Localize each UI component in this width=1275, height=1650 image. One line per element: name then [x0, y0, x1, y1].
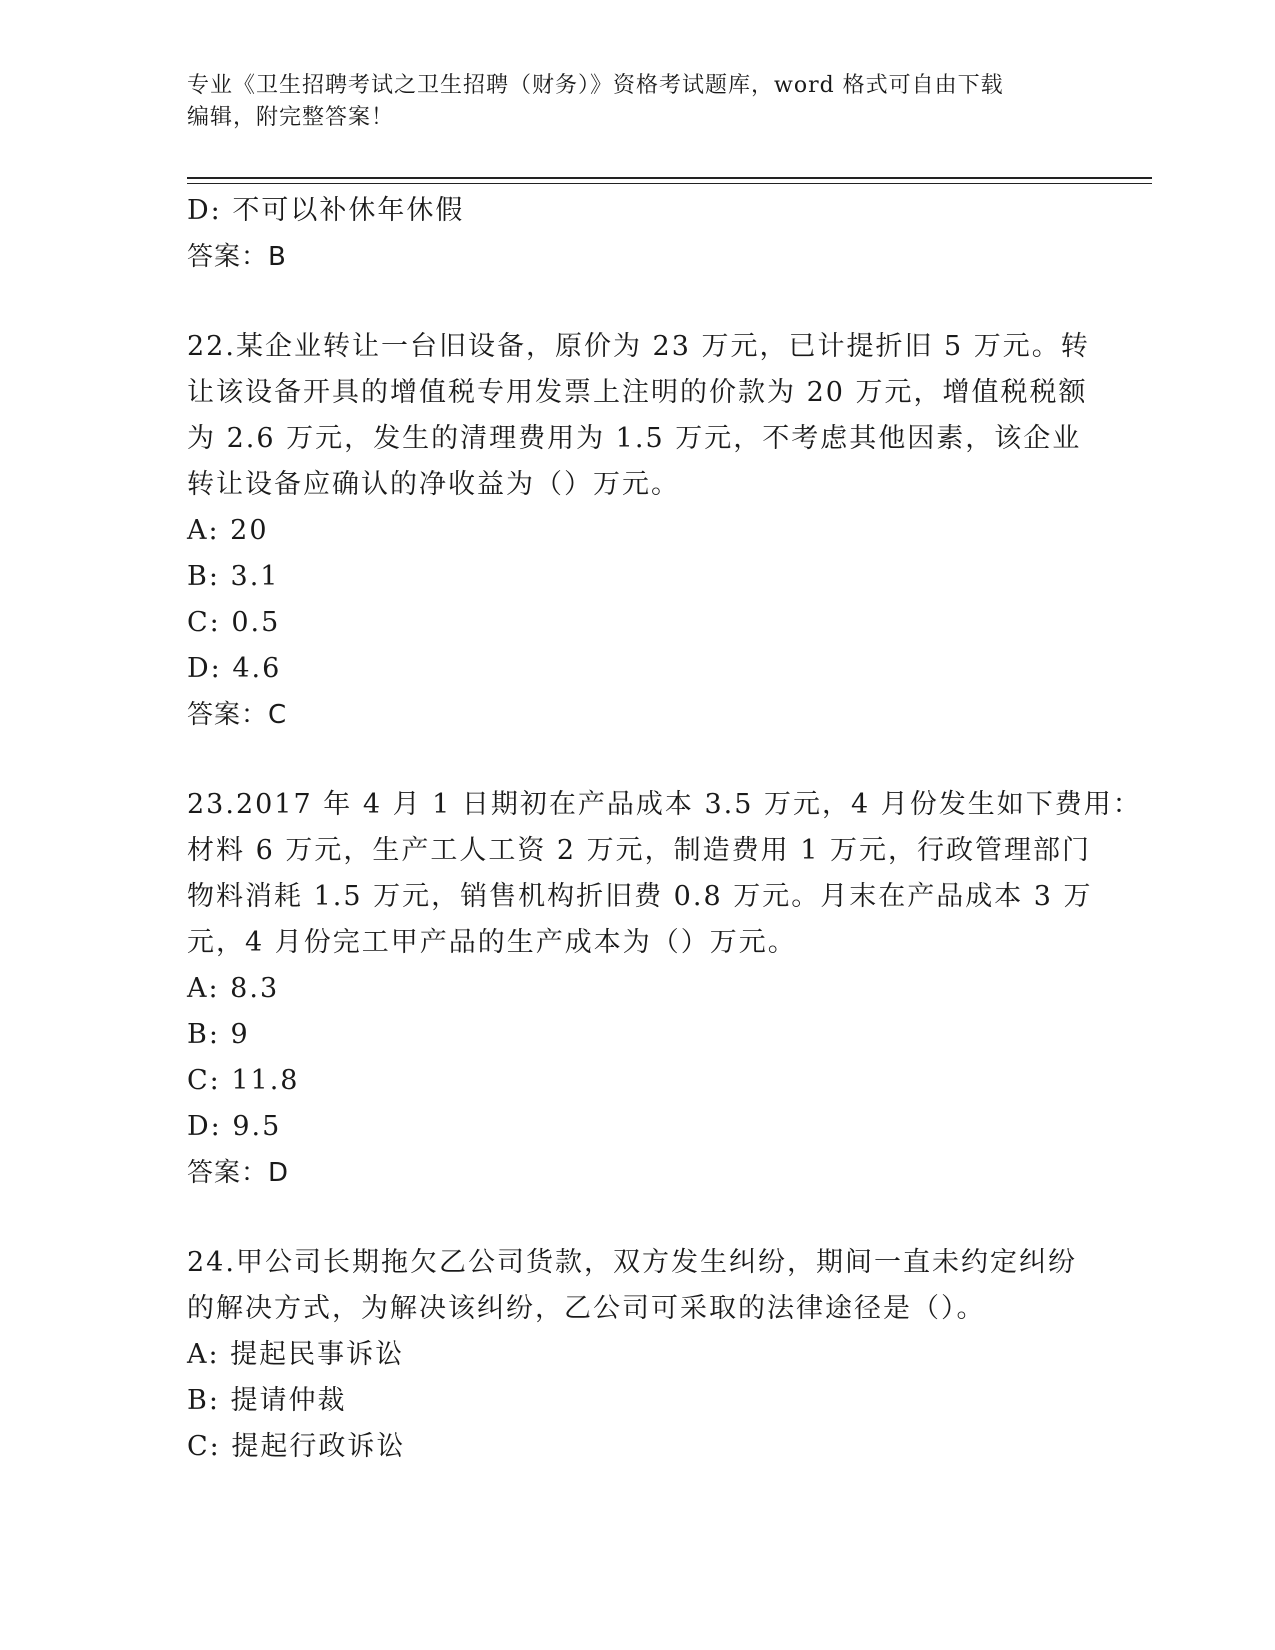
option-c: C: 0.5	[187, 607, 281, 638]
question-text-line: 让该设备开具的增值税专用发票上注明的价款为 20 万元，增值税税额	[187, 377, 1088, 408]
question-text-line: 22.某企业转让一台旧设备，原价为 23 万元，已计提折旧 5 万元。转	[187, 331, 1090, 362]
option-b: B: 3.1	[187, 561, 280, 592]
option-c: C: 11.8	[187, 1065, 300, 1096]
answer-line: 答案：B	[187, 242, 287, 272]
option-b: B: 9	[187, 1019, 250, 1050]
option-a: A: 提起民事诉讼	[187, 1339, 405, 1370]
answer-line: 答案：C	[187, 700, 288, 730]
option-a: A: 8.3	[187, 973, 280, 1004]
header-line-2: 编辑，附完整答案！	[187, 105, 395, 130]
page-header	[187, 70, 1067, 134]
question-22	[187, 324, 1090, 738]
header-rule-thick	[187, 177, 1152, 179]
question-text-line: 为 2.6 万元，发生的清理费用为 1.5 万元，不考虑其他因素，该企业	[187, 423, 1082, 454]
question-text-line: 23.2017 年 4 月 1 日期初在产品成本 3.5 万元，4 月份发生如下费用：	[187, 789, 1142, 820]
option-d: D: 9.5	[187, 1111, 282, 1142]
spacer	[187, 1196, 1087, 1240]
question-text-line: 材料 6 万元，生产工人工资 2 万元，制造费用 1 万元，行政管理部门	[187, 835, 1092, 866]
question-text-line: 24.甲公司长期拖欠乙公司货款，双方发生纠纷，期间一直未约定纠纷	[187, 1247, 1077, 1278]
spacer	[187, 280, 1087, 324]
answer-line: 答案：D	[187, 1158, 290, 1188]
question-text-line: 元，4 月份完工甲产品的生产成本为（）万元。	[187, 927, 797, 958]
question-23	[187, 782, 1142, 1196]
option-b: B: 提请仲裁	[187, 1385, 347, 1416]
header-line-1: 专业《卫生招聘考试之卫生招聘（财务）》资格考试题库，word 格式可自由下载	[187, 73, 1004, 98]
spacer	[187, 738, 1087, 782]
document-body	[187, 188, 1142, 1470]
question-24	[187, 1240, 1087, 1470]
option-d: D: 不可以补休年休假	[187, 195, 465, 226]
prev-question-tail	[187, 188, 1087, 280]
question-text-line: 物料消耗 1.5 万元，销售机构折旧费 0.8 万元。月末在产品成本 3 万	[187, 881, 1093, 912]
question-text-line: 转让设备应确认的净收益为（）万元。	[187, 469, 680, 500]
header-rule-thin	[187, 183, 1152, 184]
question-text-line: 的解决方式，为解决该纠纷，乙公司可采取的法律途径是（）。	[187, 1293, 986, 1324]
option-c: C: 提起行政诉讼	[187, 1431, 406, 1462]
option-a: A: 20	[187, 515, 269, 546]
option-d: D: 4.6	[187, 653, 282, 684]
